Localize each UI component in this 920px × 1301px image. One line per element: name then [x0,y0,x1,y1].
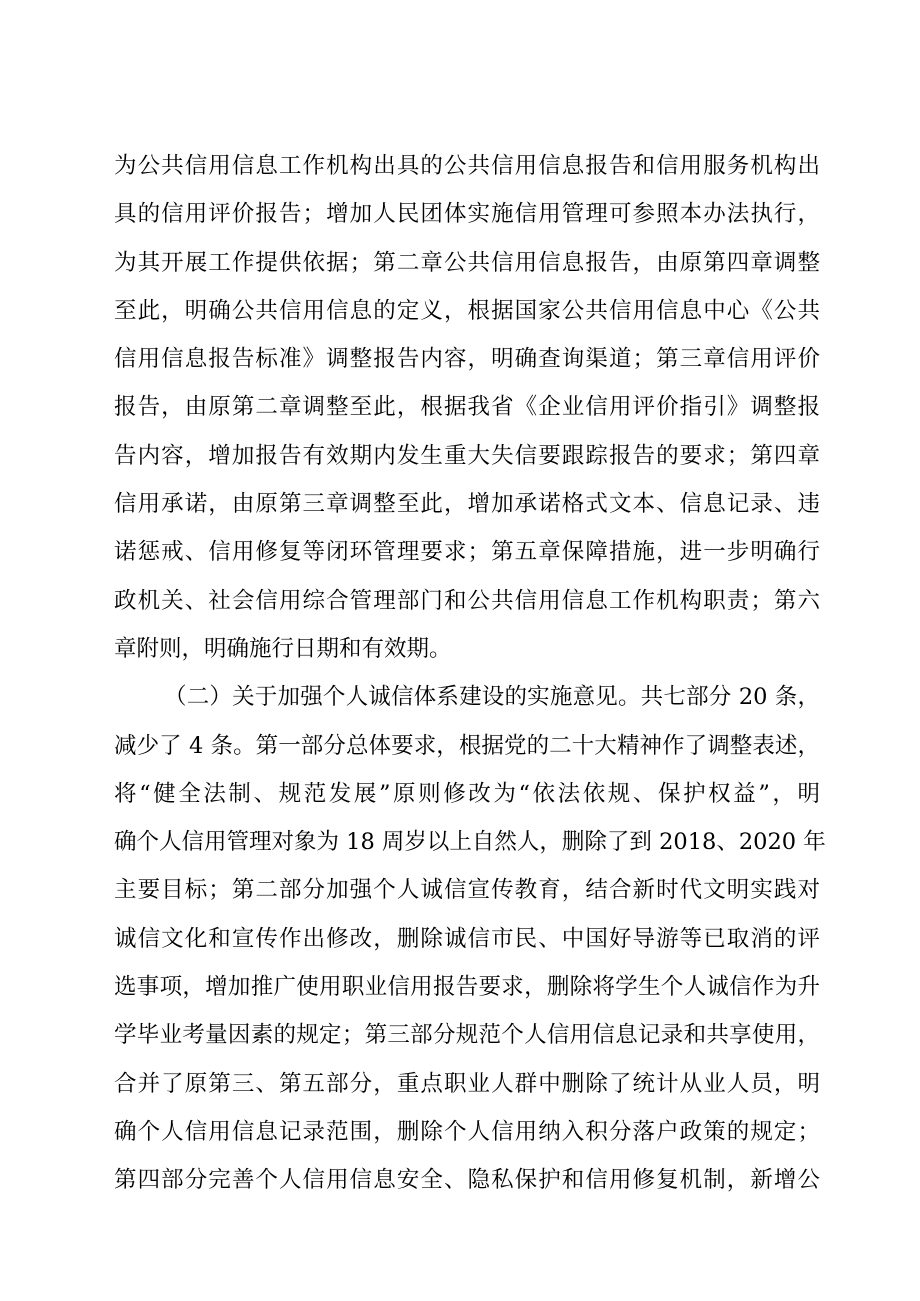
text-line: 信用承诺，由原第三章调整至此，增加承诺格式文本、信息记录、违 [114,491,820,518]
text-line: 将“健全法制、规范发展”原则修改为“依法依规、保护权益”，明 [114,780,820,807]
text-line: 合并了原第三、第五部分，重点职业人群中删除了统计从业人员，明 [114,1070,820,1097]
text-line: 主要目标；第二部分加强个人诚信宣传教育，结合新时代文明实践对 [114,877,820,904]
text-line: 具的信用评价报告；增加人民团体实施信用管理可参照本办法执行， [114,201,820,228]
text-line: 为其开展工作提供依据；第二章公共信用信息报告，由原第四章调整 [114,249,820,276]
text-line: 确个人信用管理对象为 18 周岁以上自然人，删除了到 2018、2020 年 [114,829,826,856]
text-line: 信用信息报告标准》调整报告内容，明确查询渠道；第三章信用评价 [114,346,820,373]
text-line: 告内容，增加报告有效期内发生重大失信要跟踪报告的要求；第四章 [114,442,820,469]
body-text [114,142,826,1205]
text-line: 减少了 4 条。第一部分总体要求，根据党的二十大精神作了调整表述， [114,732,820,759]
text-line: 确个人信用信息记录范围，删除个人信用纳入积分落户政策的规定； [114,1118,820,1145]
text-line: 诺惩戒、信用修复等闭环管理要求；第五章保障措施，进一步明确行 [114,539,820,566]
text-line: 至此，明确公共信用信息的定义，根据国家公共信用信息中心《公共 [114,297,820,324]
text-line: 章附则，明确施行日期和有效期。 [114,635,452,662]
text-line: 政机关、社会信用综合管理部门和公共信用信息工作机构职责；第六 [114,587,820,614]
text-line: 报告，由原第二章调整至此，根据我省《企业信用评价指引》调整报 [114,394,820,421]
text-line: 选事项，增加推广使用职业信用报告要求，删除将学生个人诚信作为升 [114,974,820,1001]
text-line: 学毕业考量因素的规定；第三部分规范个人信用信息记录和共享使用， [114,1022,820,1049]
text-line: 为公共信用信息工作机构出具的公共信用信息报告和信用服务机构出 [114,153,820,179]
section-heading-line: （二）关于加强个人诚信体系建设的实施意见。共七部分 20 条， [164,684,820,711]
text-line: 第四部分完善个人信用信息安全、隐私保护和信用修复机制，新增公 [114,1167,820,1194]
text-line: 诚信文化和宣传作出修改，删除诚信市民、中国好导游等已取消的评 [114,925,820,952]
